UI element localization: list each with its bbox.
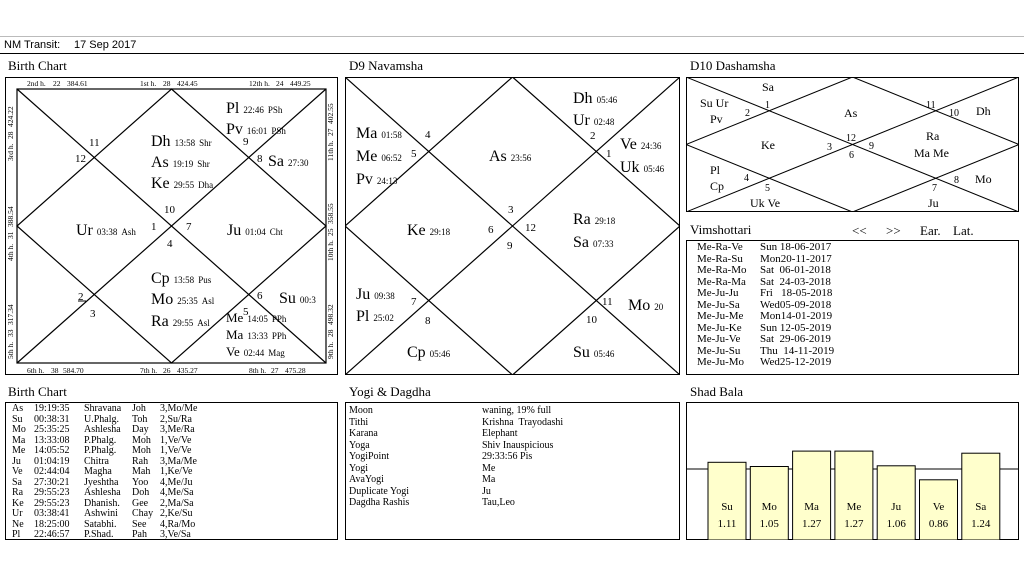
planet-cp: Cp 13:58 Pus — [151, 270, 212, 287]
bar-label: Ve — [932, 501, 945, 513]
table-row: Su 00:38:31 U.Phalg. Toh 2,Su/Ra — [12, 413, 192, 425]
yogi-body — [349, 405, 674, 509]
sign-number: 11 — [89, 137, 100, 149]
sign-number: 2 — [745, 108, 750, 119]
frame-left-1-deg: 28 — [6, 131, 15, 139]
frame-right-2-deg: 25 — [326, 228, 335, 236]
planet-ra: Ra 29:55 Asl — [151, 313, 210, 330]
planet-label: Pl — [710, 163, 721, 177]
bar-label: Ma — [804, 501, 819, 513]
planet-as: As 19:19 Shr — [151, 154, 210, 171]
table-row: Pl 22:46:57 P.Shad. Pah 3,Ve/Sa — [12, 529, 191, 540]
vimshottari-prev-button[interactable]: << — [852, 223, 867, 238]
planet-sa: Sa 07:33 — [573, 234, 614, 251]
sign-number: 11 — [602, 296, 613, 308]
sign-number: 4 — [744, 173, 749, 184]
frame-bot-2-val: 435.27 — [177, 366, 198, 375]
planet-pl: Pl 25:02 — [356, 308, 394, 325]
sign-number: 6 — [257, 290, 263, 302]
frame-top-1: 2nd h. — [27, 79, 46, 88]
planet-pv: Pv 24:13 — [356, 171, 398, 188]
sign-number: 12 — [75, 153, 86, 165]
planet-su: Su 00:3 — [279, 290, 316, 307]
bar-value: 0.86 — [928, 518, 949, 530]
sign-number: 8 — [257, 153, 263, 165]
table-row: Ra 29:55:23 Ashlesha Doh 4,Me/Sa — [12, 487, 194, 498]
planet-mo: Mo 20 — [628, 297, 664, 314]
birth-table-title: Birth Chart — [8, 384, 67, 399]
frame-top-1-val: 384.61 — [67, 79, 88, 88]
bar-label: Mo — [761, 501, 777, 513]
frame-right-1-deg: 27 — [326, 128, 335, 136]
list-item: Me-Ju-Mo Wed25-12-2019 — [697, 356, 832, 368]
sign-number: 10 — [586, 314, 597, 326]
frame-right-1: 11th h. — [326, 140, 335, 161]
frame-top-3-val: 449.25 — [290, 79, 311, 88]
planet-label: Ra — [926, 129, 940, 143]
list-item: Me-Ra-Ma Sat 24-03-2018 — [697, 275, 831, 288]
planet-pl: Pl 22:46 PSh — [226, 100, 283, 117]
frame-bot-3-val: 475.28 — [285, 366, 306, 375]
planet-ve: Ve 24:36 — [620, 136, 662, 153]
birth-chart-title: Birth Chart — [8, 58, 67, 73]
planet-label: Ke — [761, 138, 775, 152]
sign-number: 4 — [167, 238, 173, 250]
vimshottari-list — [686, 240, 1019, 375]
frame-top-2-deg: 28 — [163, 79, 171, 88]
frame-bot-2-deg: 26 — [163, 366, 171, 375]
sign-number: 3 — [508, 204, 514, 216]
sign-number: 5 — [765, 183, 770, 194]
frame-top-2: 1st h. — [140, 79, 157, 88]
frame-left-2-val: 388.54 — [6, 206, 15, 227]
planet-ke: Ke 29:18 — [407, 222, 451, 239]
planet-label: As — [844, 106, 858, 120]
d10-title: D10 Dashamsha — [690, 58, 776, 73]
transit-date: 17 Sep 2017 — [74, 39, 137, 51]
planet-label: Ju — [928, 196, 939, 210]
header-bar — [0, 36, 1024, 54]
frame-right-1-val: 402.55 — [326, 103, 335, 124]
planet-ju: Ju 01:04 Cht — [227, 222, 283, 239]
d10-chart — [686, 77, 1019, 212]
sign-number: 11 — [926, 100, 936, 111]
yogi-table — [345, 402, 680, 540]
table-row: Ne 18:25:00 Satabhi. See 4,Ra/Mo — [12, 518, 196, 530]
bar-value: 1.11 — [717, 518, 737, 530]
table-row: Dagdha Rashis Tau,Leo — [349, 497, 515, 508]
table-row: Tithi Krishna Trayodashi — [349, 416, 564, 428]
planet-label: Su Ur — [700, 96, 729, 110]
sign-number: 6 — [849, 150, 854, 161]
bar-value: 1.05 — [759, 518, 779, 530]
frame-bot-3: 8th h. — [249, 366, 267, 375]
d9-title: D9 Navamsha — [349, 58, 424, 73]
list-item: Me-Ra-Mo Sat 06-01-2018 — [697, 264, 831, 276]
table-row: YogiPoint 29:33:56 Pis — [349, 451, 533, 462]
planet-label: Ma Me — [914, 146, 949, 160]
sign-number: 6 — [488, 224, 494, 236]
sign-number: 12 — [525, 222, 536, 234]
frame-right-3-val: 498.32 — [326, 304, 335, 325]
frame-left-2: 4th h. — [6, 243, 15, 261]
sign-number: 10 — [949, 108, 959, 119]
sign-number: 2 — [590, 130, 596, 142]
frame-bot-3-deg: 27 — [271, 366, 279, 375]
sign-number: 5 — [243, 306, 249, 318]
sign-number: 7 — [411, 296, 417, 308]
sign-number: 9 — [243, 136, 249, 148]
vimshottari-title: Vimshottari — [690, 222, 752, 237]
planet-ke: Ke 29:55 Dha — [151, 175, 214, 192]
bar-label: Ju — [891, 501, 902, 513]
bar-value: 1.24 — [971, 518, 991, 530]
planet-label: Dh — [976, 104, 991, 118]
frame-top-1-deg: 22 — [53, 79, 61, 88]
table-row: Moon waning, 19% full — [349, 405, 552, 416]
planet-ju: Ju 09:38 — [356, 286, 395, 303]
sign-number: 8 — [425, 315, 431, 327]
table-body — [12, 404, 332, 541]
list-item: Me-Ra-Su Mon20-11-2017 — [697, 252, 832, 265]
planet-sa: Sa 27:30 — [268, 153, 309, 170]
frame-right-2-val: 358.55 — [326, 203, 335, 224]
frame-bot-2: 7th h. — [140, 366, 158, 375]
planet-me: Me 06:52 — [356, 148, 402, 165]
sign-number: 12 — [846, 133, 856, 144]
vimshottari-earlier-button[interactable]: Ear. — [920, 223, 941, 238]
planet-as: As 23:56 — [489, 148, 532, 165]
planet-ur: Ur 02:48 — [573, 112, 615, 129]
sign-number: 7 — [186, 221, 192, 233]
list-item: Me-Ra-Ve Sun 18-06-2017 — [697, 241, 832, 253]
planet-ra: Ra 29:18 — [573, 211, 616, 228]
table-row: Yogi Me — [349, 462, 496, 474]
frame-bot-1-deg: 38 — [51, 366, 59, 375]
table-row: Ur 03:38:41 Ashwini Chay 2,Ke/Su — [12, 508, 193, 519]
list-item: Me-Ju-Ve Sat 29-06-2019 — [697, 333, 831, 345]
frame-top-2-val: 424.45 — [177, 79, 198, 88]
yogi-title: Yogi & Dagdha — [349, 384, 431, 399]
table-row: Karana Elephant — [349, 428, 518, 439]
sign-number: 8 — [954, 175, 959, 186]
bar-value: 1.27 — [801, 518, 822, 530]
list-item: Me-Ju-Su Thu 14-11-2019 — [697, 344, 835, 357]
planet-dh: Dh 13:58 Shr — [151, 133, 212, 150]
planet-pv: Pv 16:01 PSh — [226, 121, 286, 138]
sign-number: 9 — [507, 240, 513, 252]
sign-number: 10 — [164, 204, 175, 216]
planet-label: Uk Ve — [750, 196, 781, 210]
sign-number: 5 — [411, 148, 417, 160]
frame-right-3: 9th h. — [326, 341, 335, 359]
bar-label: Sa — [975, 501, 987, 513]
sign-number: 1 — [606, 148, 612, 160]
sign-number: 2 — [78, 291, 84, 303]
frame-bot-1-val: 584.70 — [63, 366, 84, 375]
table-row: AvaYogi Ma — [349, 474, 496, 485]
planet-dh: Dh 05:46 — [573, 90, 618, 107]
sign-number: 1 — [765, 100, 770, 111]
bar-value: 1.27 — [844, 518, 864, 530]
table-row: Ma 13:33:08 P.Phalg. Moh 1,Ve/Ve — [12, 434, 192, 446]
sign-number: 4 — [425, 129, 431, 141]
frame-left-3-val: 317.34 — [6, 304, 15, 325]
planet-me: Me 14:05 PPh — [226, 310, 287, 325]
table-row: Mo 25:35:25 Ashlesha Day 3,Me/Ra — [12, 424, 195, 435]
planet-ma: Ma 01:58 — [356, 125, 402, 142]
birth-table — [5, 402, 338, 540]
sign-number: 3 — [90, 308, 96, 320]
table-row: Me 14:05:52 P.Phalg. Moh 1,Ve/Ve — [12, 445, 192, 456]
frame-left-1-val: 424.22 — [6, 106, 15, 127]
list-item: Me-Ju-Me Mon14-01-2019 — [697, 310, 833, 322]
bar-label: Su — [721, 501, 733, 513]
planet-ve: Ve 02:44 Mag — [226, 344, 285, 359]
sign-number: 7 — [932, 183, 937, 194]
planet-label: Sa — [762, 80, 774, 94]
table-row: Ju 01:04:19 Chitra Rah 3,Ma/Me — [12, 455, 197, 467]
d9-chart — [345, 77, 680, 375]
frame-top-3: 12th h. — [249, 79, 270, 88]
frame-bot-1: 6th h. — [27, 366, 45, 375]
table-row: Yoga Shiv Inauspicious — [349, 439, 554, 451]
vimshottari-next-button[interactable]: >> — [886, 223, 901, 238]
planet-ur: Ur 03:38 Ash — [76, 222, 136, 239]
planet-mo: Mo 25:35 Asl — [151, 291, 215, 308]
shad-bala-chart — [686, 402, 1019, 540]
planet-uk: Uk 05:46 — [620, 159, 665, 176]
planet-label: Cp — [710, 179, 725, 193]
table-row: Ve 02:44:04 Magha Mah 1,Ke/Ve — [12, 466, 193, 477]
planet-label: Pv — [710, 112, 723, 126]
table-row: Ke 29:55:23 Dhanish. Gee 2,Ma/Sa — [12, 497, 194, 509]
table-row: Sa 27:30:21 Jyeshtha Yoo 4,Me/Ju — [12, 476, 193, 488]
sign-number: 3 — [827, 142, 832, 153]
sign-number: 9 — [869, 141, 874, 152]
vimshottari-later-button[interactable]: Lat. — [953, 223, 974, 238]
frame-left-3-deg: 33 — [6, 329, 15, 337]
list-item: Me-Ju-Ju Fri 18-05-2018 — [697, 287, 833, 299]
planet-su: Su 05:46 — [573, 344, 615, 361]
transit-label: NM Transit: — [4, 39, 61, 51]
sign-number: 1 — [151, 221, 157, 233]
frame-top-3-deg: 24 — [276, 79, 284, 88]
planet-ma: Ma 13:33 PPh — [226, 327, 287, 342]
table-row: Duplicate Yogi Ju — [349, 485, 491, 497]
list-item: Me-Ju-Sa Wed05-09-2018 — [697, 298, 832, 311]
bar-value: 1.06 — [886, 518, 906, 530]
list-item: Me-Ju-Ke Sun 12-05-2019 — [697, 321, 832, 334]
shad-bala-title: Shad Bala — [690, 384, 744, 399]
planet-cp: Cp 05:46 — [407, 344, 451, 361]
frame-left-3: 5th h. — [6, 341, 15, 359]
planet-label: Mo — [975, 172, 992, 186]
frame-left-1: 3rd h. — [6, 143, 15, 161]
bar-label: Me — [846, 501, 862, 513]
frame-right-3-deg: 28 — [326, 329, 335, 337]
frame-left-2-deg: 31 — [6, 231, 15, 239]
frame-right-2: 10th h. — [326, 240, 335, 261]
table-row: As 19:19:35 Shravana Joh 3,Mo/Me — [12, 403, 198, 414]
